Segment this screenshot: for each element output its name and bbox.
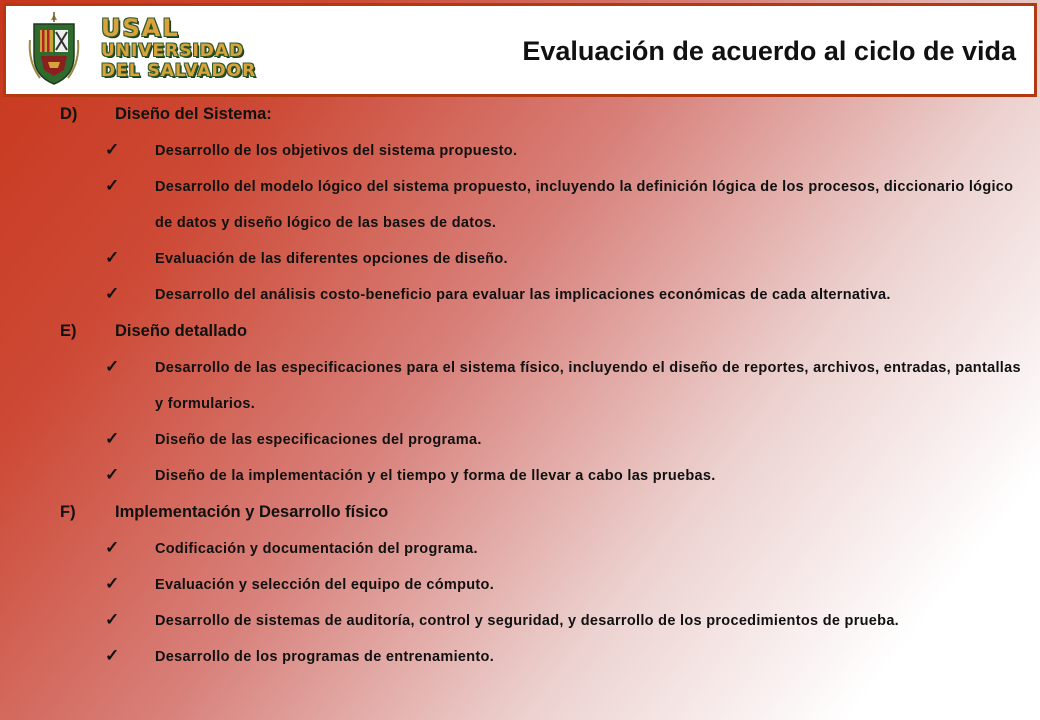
- bullet-item: [60, 350, 1030, 422]
- bullet-text: Evaluación de las diferentes opciones de diseño.: [155, 251, 508, 267]
- checkmark-icon: ✓: [105, 610, 120, 629]
- section-heading: [60, 494, 1030, 531]
- slide-title: Evaluación de acuerdo al ciclo de vida: [522, 36, 1016, 66]
- bullet-item: [60, 241, 1030, 277]
- wordmark-usal: USAL: [101, 14, 180, 42]
- checkmark-icon: ✓: [105, 429, 120, 448]
- checkmark-icon: ✓: [105, 465, 120, 484]
- checkmark-icon: ✓: [105, 646, 120, 665]
- university-wordmark: [101, 16, 256, 80]
- section-title: Diseño detallado: [115, 322, 248, 340]
- section-title: Diseño del Sistema:: [115, 105, 272, 123]
- bullet-item: [60, 458, 1030, 494]
- bullet-text: Diseño de la implementación y el tiempo y forma de llevar a cabo las pruebas.: [155, 468, 716, 484]
- bullet-text: Desarrollo de los programas de entrenamiento.: [155, 649, 495, 665]
- checkmark-icon: ✓: [105, 140, 120, 159]
- section-heading: [60, 313, 1030, 350]
- checkmark-icon: ✓: [105, 538, 120, 557]
- checkmark-icon: ✓: [105, 357, 120, 376]
- bullet-text: Codificación y documentación del programa.: [155, 541, 478, 557]
- section-letter: E): [60, 322, 77, 340]
- section-title: Implementación y Desarrollo físico: [115, 503, 389, 521]
- section-letter: F): [60, 503, 76, 521]
- bullet-text: Desarrollo del modelo lógico del sistema propuesto, incluyendo la definición lógica de los procesos, diccionario lógico de datos y diseño lógico de las bases de datos.: [155, 179, 1014, 231]
- bullet-text: Diseño de las especificaciones del programa.: [155, 432, 482, 448]
- slide-content: [60, 96, 1030, 675]
- section-d: [60, 96, 1030, 313]
- wordmark-line-1: UNIVERSIDAD: [101, 41, 245, 61]
- wordmark-line-2: DEL SALVADOR: [101, 61, 257, 81]
- bullet-item: [60, 169, 1030, 241]
- checkmark-icon: ✓: [105, 176, 120, 195]
- checkmark-icon: ✓: [105, 574, 120, 593]
- bullet-text: Desarrollo del análisis costo-beneficio para evaluar las implicaciones económicas de cada alternativa.: [155, 287, 891, 303]
- checkmark-icon: ✓: [105, 284, 120, 303]
- bullet-item: [60, 422, 1030, 458]
- checkmark-icon: ✓: [105, 248, 120, 267]
- bullet-item: [60, 567, 1030, 603]
- bullet-text: Desarrollo de los objetivos del sistema propuesto.: [155, 143, 518, 159]
- section-letter: D): [60, 105, 78, 123]
- bullet-text: Desarrollo de las especificaciones para el sistema físico, incluyendo el diseño de reportes, archivos, entradas, pantallas y formularios.: [155, 360, 1021, 412]
- section-f: [60, 494, 1030, 675]
- section-heading: [60, 96, 1030, 133]
- bullet-item: [60, 639, 1030, 675]
- bullet-text: Evaluación y selección del equipo de cómputo.: [155, 577, 495, 593]
- bullet-item: [60, 277, 1030, 313]
- section-e: [60, 313, 1030, 494]
- bullet-item: [60, 603, 1030, 639]
- bullet-item: [60, 531, 1030, 567]
- bullet-text: Desarrollo de sistemas de auditoría, control y seguridad, y desarrollo de los procedimientos de prueba.: [155, 613, 900, 629]
- university-crest-icon: [28, 12, 80, 86]
- bullet-item: [60, 133, 1030, 169]
- slide-header: [3, 3, 1037, 97]
